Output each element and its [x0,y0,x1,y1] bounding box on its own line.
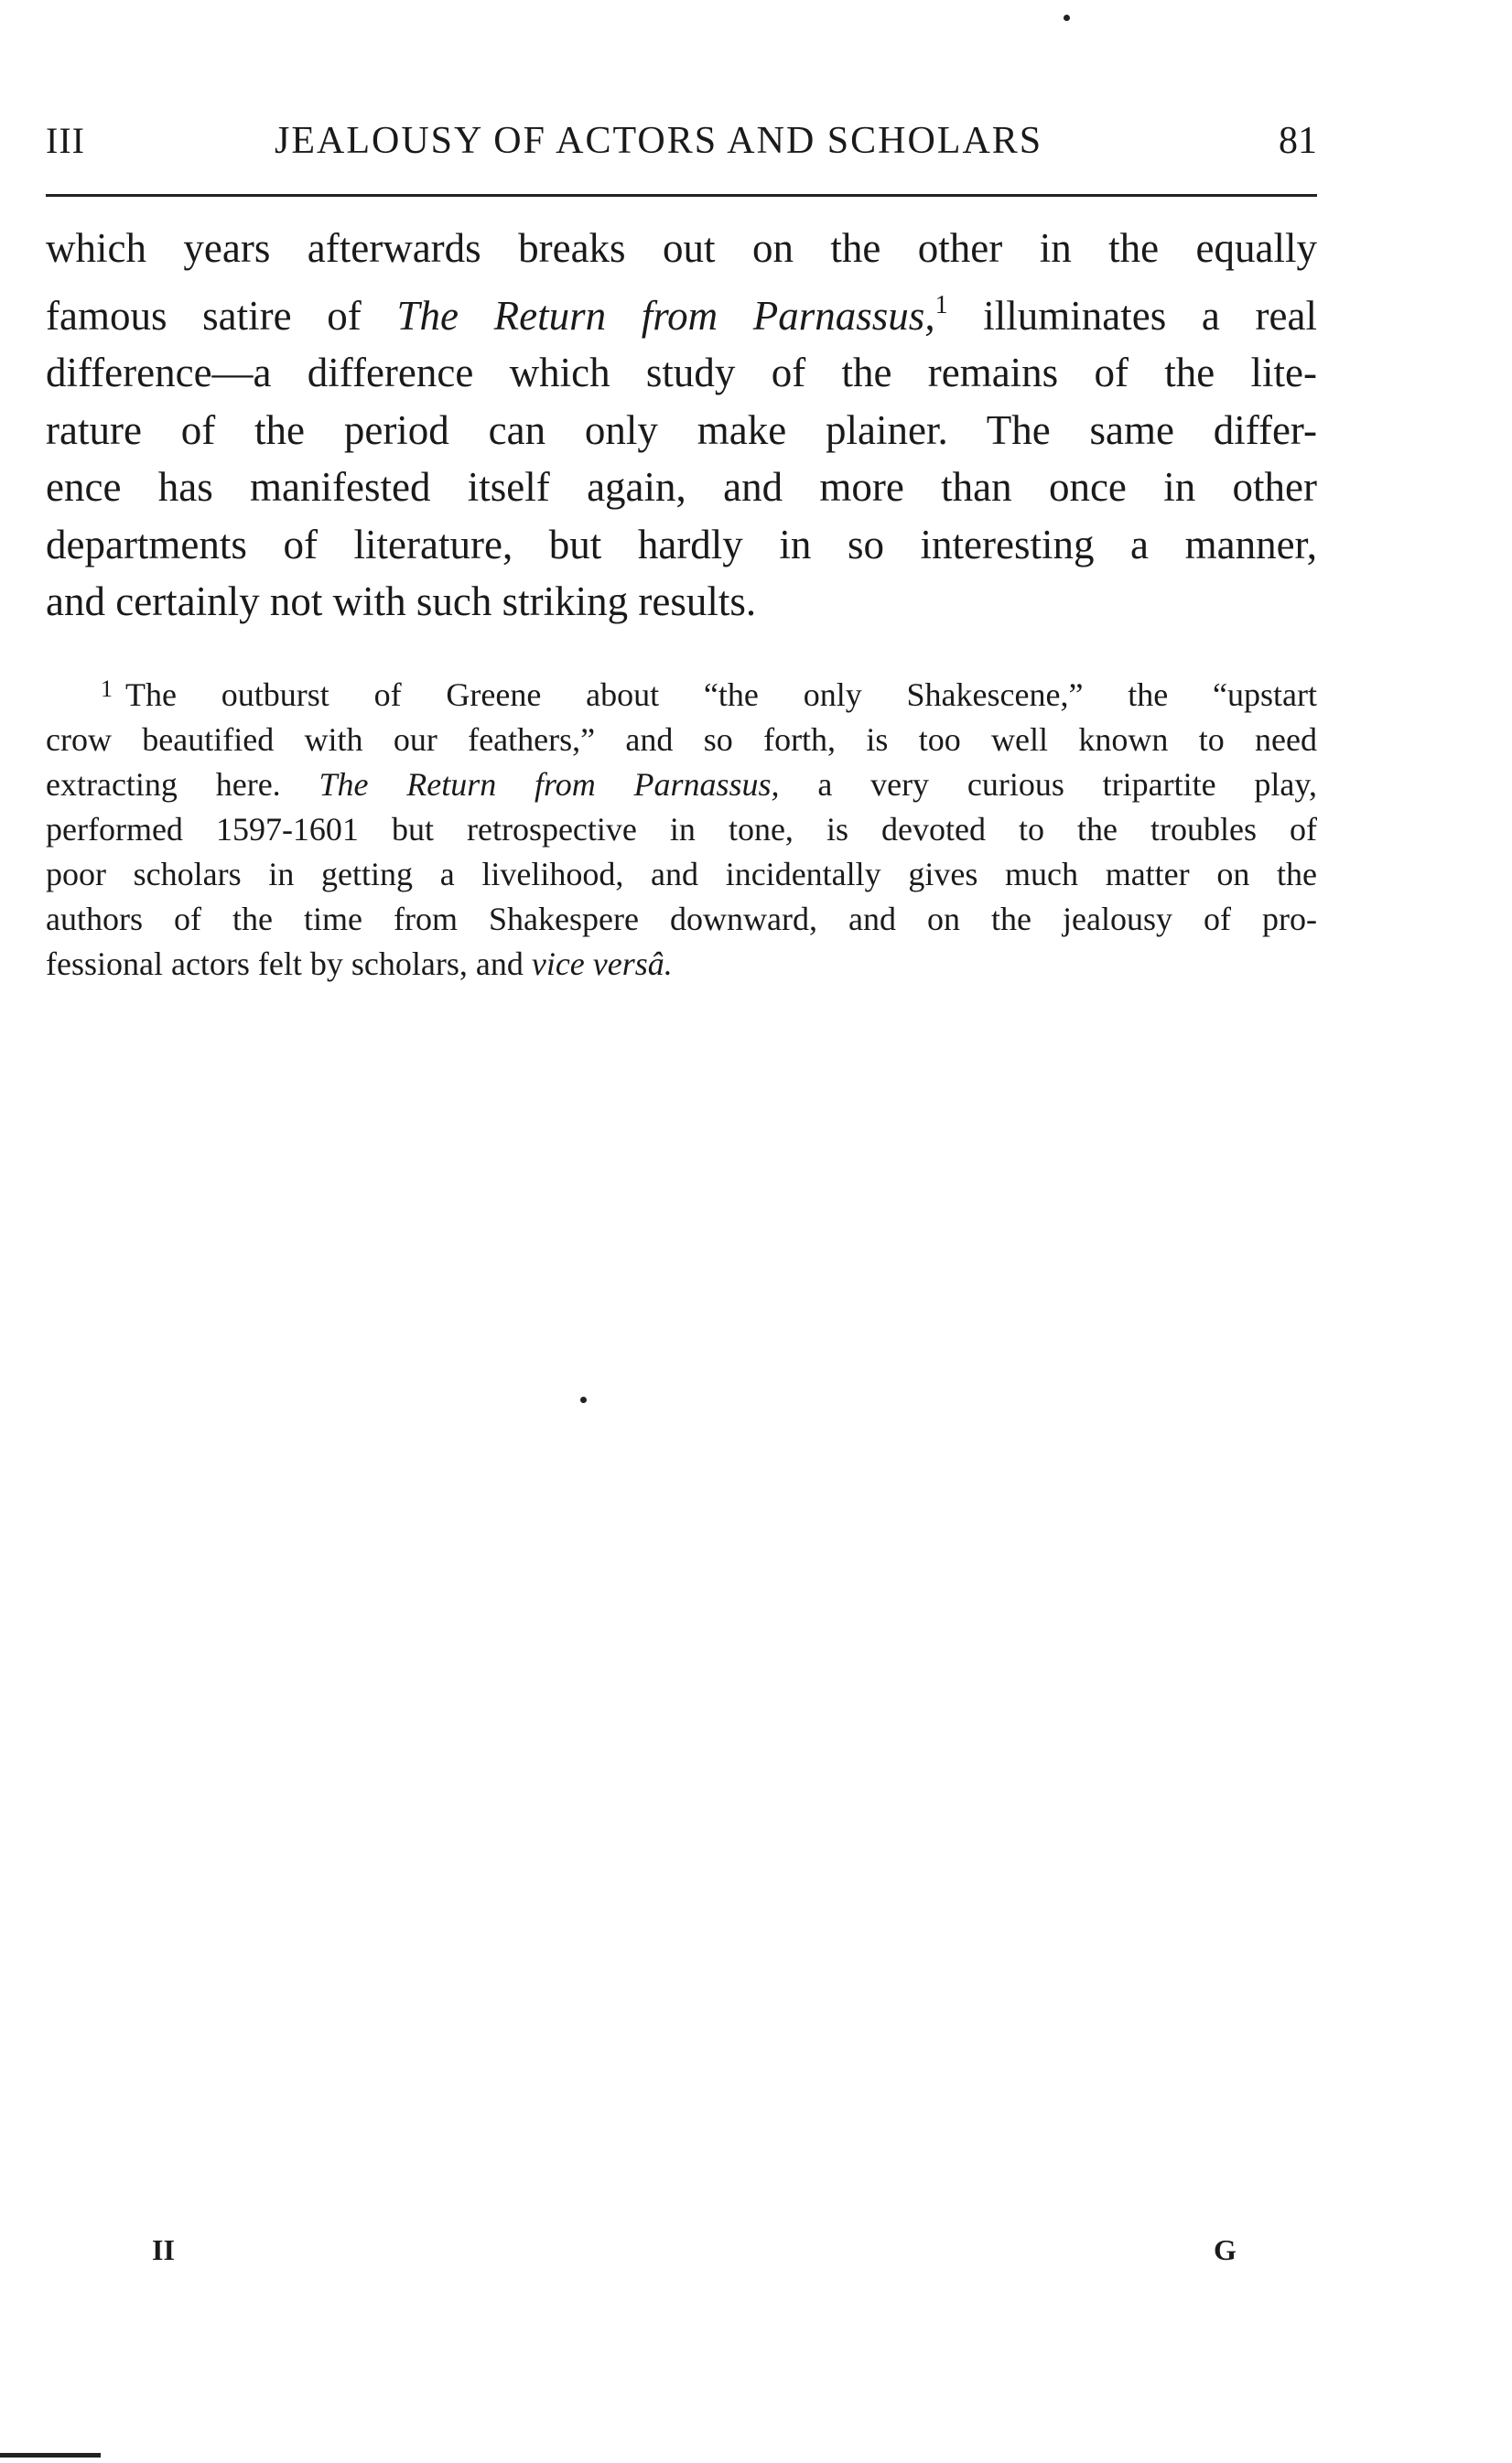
header-rule [46,194,1317,197]
footnote-reference[interactable]: 1 [934,290,948,319]
footnote-line: crow beautified with our feathers,” and so forth, is too well known to need [46,721,1317,758]
ink-speck-middle [580,1397,587,1403]
footnote-text-run: a very curious tripartite play, [779,766,1318,803]
footnote-line [46,666,1317,718]
latin-phrase: vice versâ. [531,945,673,982]
body-line: difference—a difference which study of the remains of the lite- [46,350,1317,395]
body-line [46,277,1317,345]
footnote-text-run: The outburst of Greene about “the only Shakescene,” the “upstart [125,676,1317,713]
footnote-line [46,762,1317,807]
scan-edge-mark [0,2453,101,2458]
running-title: JEALOUSY OF ACTORS AND SCHOLARS [275,120,1043,162]
body-line: departments of literature, but hardly in so interesting a manner, [46,521,1317,567]
chapter-number: III [46,120,85,161]
body-line: ence has manifested itself again, and more than once in other [46,464,1317,510]
footnote-line: poor scholars in getting a livelihood, and incidentally gives much matter on the [46,856,1317,892]
running-head [0,112,1512,167]
footnote-text-run: extracting here. [46,766,319,803]
volume-signature: II [152,2233,175,2266]
body-line: rature of the period can only make plainer. The same differ- [46,406,1317,453]
footnote-text-run: fessional actors felt by scholars, and [46,945,532,982]
footnote [46,666,1317,987]
body-paragraph [46,220,1317,631]
body-text-run: famous satire of [46,292,397,339]
footnote-line [46,942,1317,987]
ink-speck-top [1064,15,1070,21]
body-text-run: illuminates a real [947,292,1317,339]
footnote-line: authors of the time from Shakespere downward, and on the jealousy of pro- [46,901,1317,937]
footnote-line: performed 1597-1601 but retrospective in tone, is devoted to the troubles of [46,811,1317,848]
work-title: The Return from Parnassus, [396,292,935,339]
body-line: which years afterwards breaks out on the other in the equally [46,225,1317,271]
body-line: and certainly not with such striking results. [46,578,757,624]
gathering-signature: G [1214,2233,1237,2266]
footnote-marker: 1 [101,675,113,702]
page-number: 81 [1279,120,1317,162]
work-title: The Return from Parnassus, [319,766,780,803]
